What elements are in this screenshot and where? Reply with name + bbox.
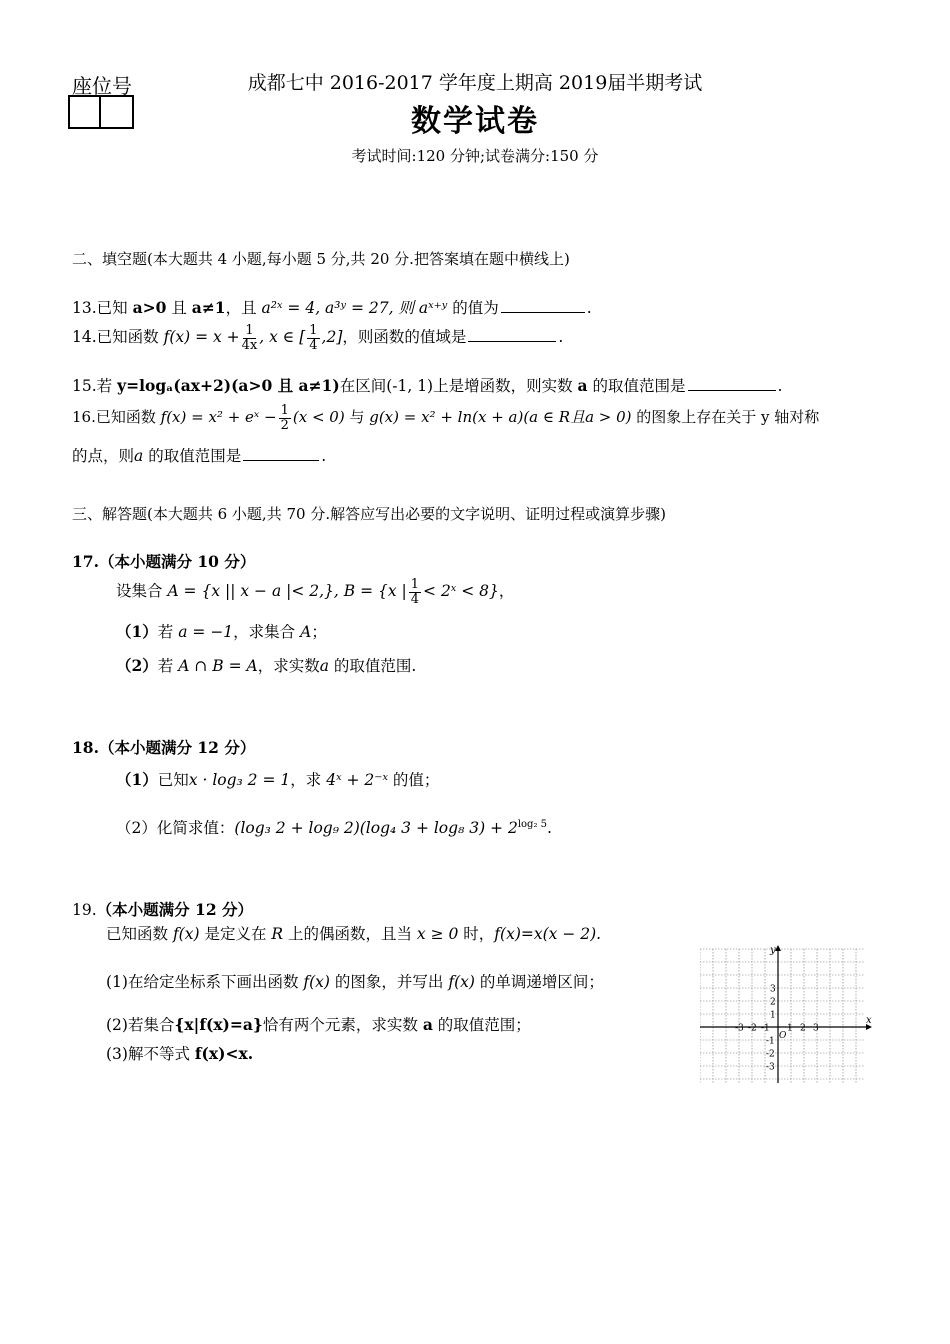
q13-cond1: a>0 (132, 298, 167, 317)
q19-text: (3)解不等式 (106, 1045, 195, 1063)
q15-math: y=logₐ(ax+2)(a>0 且 a≠1) (117, 376, 340, 395)
q15-var: a (577, 376, 588, 395)
q14-math: ,2] (321, 328, 343, 347)
q18-math: x · log₃ 2 = 1 (188, 771, 291, 789)
frac-den: 4x (241, 337, 258, 353)
x-tick-label: -1 (761, 1023, 770, 1034)
q17-math: a (319, 657, 329, 675)
y-tick-label: -3 (766, 1062, 775, 1073)
q17-p2-num: （2） (116, 656, 158, 675)
y-axis-label: y (770, 945, 776, 956)
q16-text: 的点，则 (72, 447, 135, 465)
q18-text: 已知 (157, 771, 189, 789)
q14-text: 已知函数 (96, 328, 164, 347)
q15-answer-blank[interactable] (688, 389, 776, 391)
q17-text: ； (311, 623, 327, 641)
q13-text: 已知 (96, 299, 133, 317)
q14-text: ，则函数的值域是 (342, 328, 467, 347)
q19-text: 是定义在 (199, 925, 272, 943)
q19-math: f(x) (303, 973, 330, 991)
q18-math: 4ˣ + 2⁻ˣ (326, 771, 388, 789)
q17-intro (116, 578, 514, 606)
q14-math: , x ∈ [ (259, 328, 306, 347)
q13-math: a²ˣ = 4, a³ʸ = 27, 则 aˣ⁺ʸ (261, 299, 448, 317)
frac-num: 1 (309, 323, 318, 338)
frac-den: 4 (309, 337, 318, 353)
page-title: 数学试卷 (411, 104, 539, 139)
origin-label: O (779, 1031, 787, 1041)
question-14: 14.已知函数 f(x) = x + $\frac{1}{4x}$ , x ∈ [ $\frac{1}{4}$ ,2]，则函数的值域是 . (72, 323, 564, 353)
section2-heading: 二、填空题(本大题共 4 小题,每小题 5 分,共 20 分.把答案填在题中横线上) (72, 250, 570, 268)
q17-math: A (300, 623, 312, 641)
frac-num: 1 (245, 323, 254, 338)
x-tick-label: 3 (813, 1023, 819, 1034)
q19-text: (2)若集合 (106, 1016, 175, 1034)
q19-title-rest: （本小题满分 12 分） (96, 900, 254, 919)
x-tick-label: 2 (800, 1023, 806, 1034)
q17-fraction (409, 578, 421, 606)
frac-den: 2 (280, 417, 289, 433)
frac-num: 1 (410, 577, 420, 592)
q19-math: R (271, 925, 284, 943)
q19-text: 时， (458, 925, 495, 943)
q16-text: 已知函数 (95, 408, 161, 427)
q15-text: 的取值范围是 (587, 377, 686, 395)
q18-math: (log₃ 2 + log₉ 2)(log₄ 3 + log₈ 3) + 2 (234, 819, 518, 837)
q17-text: 若 (157, 623, 179, 641)
q19-text: 的单调递增区间； (474, 973, 604, 991)
q19-text: 的取值范围； (432, 1016, 531, 1034)
q16-math: g(x) = x² + ln(x + a)(a ∈ R且a > 0) (369, 408, 632, 427)
q17-math: A ∩ B = A (178, 657, 258, 675)
q17-text: ， (498, 582, 515, 601)
q18-text: . (547, 819, 552, 837)
q13-text: 且 (166, 299, 192, 317)
grid-lines (700, 949, 864, 1083)
q19-math: f(x) (448, 973, 475, 991)
q16-answer-blank[interactable] (243, 459, 319, 461)
q17-part2 (116, 654, 416, 676)
y-tick-label: 1 (770, 1010, 776, 1021)
q13-text: ，且 (225, 299, 262, 317)
q17-text: 设集合 (116, 582, 168, 601)
q14-number: 14. (72, 328, 97, 347)
q17-title: 17.（本小题满分 10 分） (72, 552, 256, 571)
q13-answer-blank[interactable] (501, 311, 585, 313)
q18-text: 化简求值： (156, 819, 235, 837)
y-tick-label: -2 (766, 1049, 775, 1060)
q19-text: 已知函数 (106, 925, 173, 943)
q18-part1 (116, 768, 439, 790)
q17-text: ，求实数 (257, 657, 320, 675)
q17-text: 的取值范围. (328, 657, 417, 675)
q14-math: f(x) = x + (163, 328, 240, 347)
section3-heading: 三、解答题(本大题共 6 小题,共 70 分.解答应写出必要的文字说明、证明过程或演算步骤) (72, 505, 666, 523)
y-tick-label: 2 (770, 997, 776, 1008)
tick-labels (735, 985, 819, 1073)
y-tick-label: -1 (766, 1036, 775, 1047)
q16-math: (x < 0) (292, 408, 345, 427)
q19-text: 的图象，并写出 (329, 973, 449, 991)
question-16 (72, 404, 819, 432)
x-tick-label: -3 (735, 1023, 744, 1034)
q18-p2-num: （2） (116, 819, 157, 837)
q14-fraction-2 (307, 324, 319, 352)
q19-text: 上的偶函数，且当 (283, 925, 417, 943)
q17-text: ，求集合 (233, 623, 301, 641)
q14-answer-blank[interactable] (468, 340, 556, 342)
q19-math: f(x)<x. (194, 1044, 254, 1063)
q17-math: < 2ˣ < 8} (423, 582, 499, 601)
y-tick-label: 3 (770, 984, 776, 995)
q18-text: ，求 (290, 771, 327, 789)
q17-text: 若 (157, 657, 179, 675)
q19-text: 恰有两个元素，求实数 (262, 1016, 423, 1034)
q19-number: 19. (72, 901, 97, 919)
seat-number-label: 座位号 (72, 74, 132, 98)
q19-var: a (422, 1015, 433, 1034)
q19-math: f(x) (172, 925, 200, 943)
q16-var: a (134, 447, 144, 465)
question-15: 15.若 y=logₐ(ax+2)(a>0 且 a≠1)在区间(-1, 1)上是增函数，则实数 a 的取值范围是 . (72, 376, 783, 395)
q16-text: 的取值范围是 (143, 447, 242, 465)
question-16-line2: 的点，则a 的取值范围是 . (72, 447, 327, 465)
q14-fraction (242, 324, 258, 352)
q17-math: A = {x || x − a |< 2,}, B = {x | (167, 582, 407, 601)
coordinate-grid (700, 945, 872, 1085)
q19-math: x ≥ 0 (416, 925, 459, 943)
q18-text: 的值； (387, 771, 440, 789)
q19-math: {x|f(x)=a} (174, 1015, 263, 1034)
q15-text: 若 (96, 377, 118, 395)
q16-fraction (279, 404, 291, 432)
q19-part1 (106, 970, 604, 992)
frac-den: 4 (410, 591, 420, 607)
q13-number: 13. (72, 299, 97, 317)
q17-part1 (116, 620, 327, 642)
q19-part2 (106, 1013, 531, 1035)
q18-part2 (116, 816, 552, 838)
q19-math: f(x)=x(x − 2). (494, 925, 602, 943)
exam-info: 考试时间:120 分钟;试卷满分:150 分 (351, 147, 599, 165)
frac-num: 1 (280, 403, 289, 418)
x-tick-label: -2 (748, 1023, 757, 1034)
x-axis-label: x (866, 1015, 872, 1026)
q13-cond2: a≠1 (191, 298, 226, 317)
q18-exp: log₂ 5 (517, 818, 547, 830)
q15-text: 在区间(-1, 1)上是增函数，则实数 (339, 377, 578, 395)
q16-math: f(x) = x² + eˣ − (160, 408, 277, 427)
q13-text: 的值为 (447, 299, 499, 317)
q17-math: a = −1 (178, 623, 234, 641)
y-axis-arrow (775, 945, 781, 951)
q16-number: 16. (72, 408, 96, 427)
q19-intro (106, 922, 601, 944)
q19-part3 (106, 1042, 253, 1064)
q18-p1-num: （1） (116, 770, 158, 789)
q16-text: 的图象上存在关于 y 轴对称 (631, 408, 820, 427)
q19-title (72, 898, 253, 920)
q19-text: (1)在给定坐标系下画出函数 (106, 973, 304, 991)
q18-title: 18.（本小题满分 12 分） (72, 738, 256, 757)
q16-text: 与 (344, 408, 370, 427)
school-exam-line: 成都七中 2016-2017 学年度上期高 2019届半期考试 (247, 72, 703, 94)
question-13: 13.已知 a>0 且 a≠1，且 a²ˣ = 4, a³ʸ = 27, 则 aˣ⁺ʸ 的值为 . (72, 298, 592, 317)
q17-p1-num: （1） (116, 622, 158, 641)
q15-number: 15. (72, 377, 97, 395)
x-tick-label: 1 (787, 1023, 793, 1034)
